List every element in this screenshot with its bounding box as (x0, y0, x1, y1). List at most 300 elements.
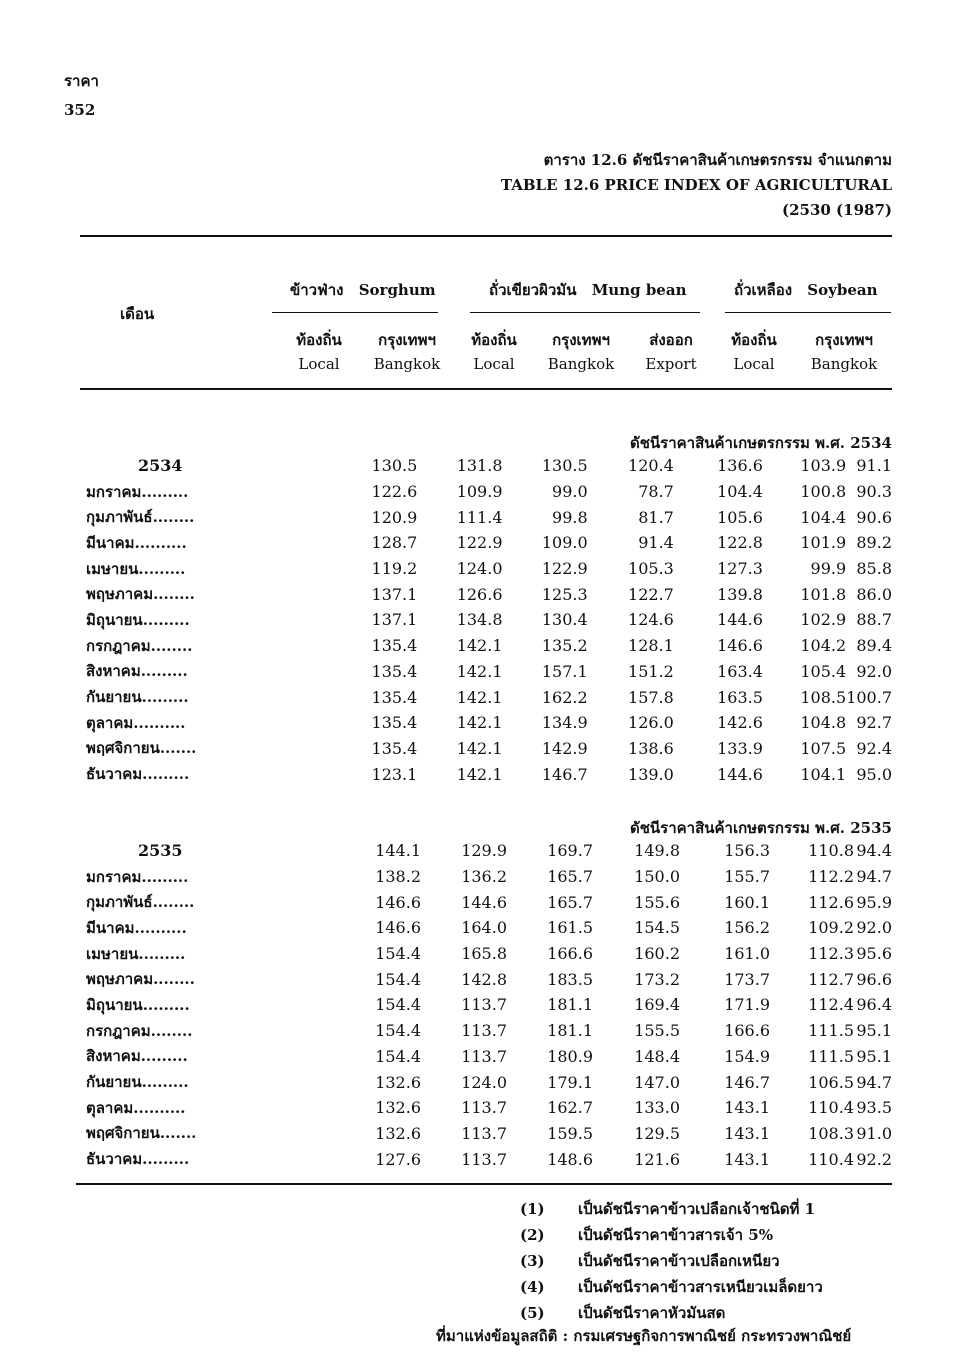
value-cell: 111.4 (456, 507, 503, 527)
footnote-text: เป็นดัชนีราคาข้าวสารเหนียวเมล็ดยาว (578, 1278, 823, 1296)
value-cell: 95.0 (856, 764, 892, 784)
col-thai: ท้องถิ่น (296, 331, 342, 349)
footnote-text: เป็นดัชนีราคาข้าวเปลือกเหนียว (578, 1252, 780, 1270)
data-table-2534 (80, 453, 892, 787)
month-label: กรกฎาคม........ (86, 1021, 193, 1040)
value-cell: 108.5 (800, 687, 847, 707)
value-cell: 151.2 (628, 661, 674, 681)
value-cell: 142.6 (717, 713, 763, 733)
value-cell: 105.6 (717, 507, 763, 527)
value-cell: 156.3 (724, 841, 770, 861)
value-cell: 113.7 (461, 995, 507, 1015)
footnote-item (520, 1300, 823, 1326)
value-cell: 99.0 (552, 482, 588, 502)
value-cell: 109.2 (808, 918, 854, 938)
table-row-year (80, 838, 892, 864)
value-cell: 120.9 (371, 507, 418, 527)
month-label: พฤษภาคม........ (86, 970, 195, 989)
value-cell: 121.6 (634, 1149, 680, 1169)
value-cell: 161.0 (724, 944, 770, 964)
value-cell: 142.1 (456, 764, 503, 784)
table-row (80, 710, 892, 736)
value-cell: 142.1 (456, 713, 503, 733)
value-cell: 78.7 (638, 482, 674, 502)
value-cell: 155.5 (634, 1021, 680, 1041)
value-cell: 128.1 (628, 636, 674, 656)
value-cell: 91.0 (856, 1123, 892, 1143)
value-cell: 110.4 (808, 1149, 854, 1169)
table-row (80, 1044, 892, 1070)
value-cell: 148.4 (634, 1046, 680, 1066)
value-cell: 142.1 (456, 738, 503, 758)
value-cell: 91.4 (638, 533, 674, 553)
value-cell: 120.4 (628, 456, 674, 476)
value-cell: 154.4 (375, 969, 421, 989)
value-cell: 112.6 (808, 892, 854, 912)
value-cell: 92.7 (856, 713, 892, 733)
value-cell: 181.1 (547, 995, 593, 1015)
value-cell: 124.0 (461, 1072, 507, 1092)
table-row (80, 684, 892, 710)
month-label: กรกฎาคม........ (86, 636, 193, 655)
value-cell: 143.1 (724, 1098, 770, 1118)
group-rule-sorghum (272, 312, 438, 313)
value-cell: 132.6 (375, 1098, 421, 1118)
value-cell: 129.5 (634, 1123, 680, 1143)
value-cell: 134.8 (456, 610, 503, 630)
col-header-mungbean-local (458, 328, 530, 376)
footnote-number: (5) (520, 1304, 545, 1322)
month-column-header: เดือน (120, 305, 155, 323)
value-cell: 105.4 (800, 661, 847, 681)
footnote-number: (2) (520, 1226, 545, 1244)
value-cell: 122.9 (456, 533, 503, 553)
value-cell: 112.2 (808, 867, 854, 887)
month-label: ธันวาคม......... (86, 1150, 190, 1169)
month-label: กันยายน......... (86, 1073, 189, 1092)
month-label: กุมภาพันธ์........ (86, 508, 195, 527)
value-cell: 92.2 (856, 1149, 892, 1169)
month-label: มกราคม......... (86, 867, 189, 886)
value-cell: 122.7 (628, 584, 674, 604)
value-cell: 179.1 (547, 1072, 593, 1092)
value-cell: 113.7 (461, 1021, 507, 1041)
col-thai: ส่งออก (649, 331, 693, 349)
value-cell: 126.6 (456, 584, 503, 604)
col-header-mungbean-export (634, 328, 708, 376)
section-label-2535: ดัชนีราคาสินค้าเกษตรกรรม พ.ศ. 2535 (629, 819, 892, 837)
value-cell: 165.7 (547, 867, 593, 887)
value-cell: 157.1 (541, 661, 588, 681)
value-cell: 89.2 (856, 533, 892, 553)
group-english: Mung bean (591, 281, 687, 299)
group-english: Sorghum (358, 281, 436, 299)
value-cell: 91.1 (856, 456, 892, 476)
value-cell: 137.1 (371, 584, 418, 604)
footnote-text: เป็นดัชนีราคาข้าวเปลือกเจ้าชนิดที่ 1 (578, 1200, 816, 1218)
value-cell: 90.3 (856, 482, 892, 502)
value-cell: 136.6 (717, 456, 763, 476)
table-body (80, 453, 892, 787)
value-cell: 131.8 (456, 456, 503, 476)
group-rule-soybean (725, 312, 891, 313)
col-thai: ท้องถิ่น (471, 331, 517, 349)
group-thai: ถั่วเขียวผิวมัน (489, 281, 577, 299)
value-cell: 94.7 (856, 867, 892, 887)
month-label: สิงหาคม......... (86, 662, 188, 681)
group-header-mungbean (489, 278, 686, 302)
page-number: 352 (64, 101, 96, 119)
value-cell: 119.2 (371, 559, 418, 579)
value-cell: 127.6 (375, 1149, 421, 1169)
group-header-soybean (734, 278, 878, 302)
table-row (80, 1069, 892, 1095)
table-title-thai: ตาราง 12.6 ดัชนีราคาสินค้าเกษตรกรรม จำแนกตาม (543, 151, 892, 169)
col-english: Bangkok (810, 355, 878, 373)
value-cell: 154.4 (375, 1021, 421, 1041)
value-cell: 154.5 (634, 918, 680, 938)
value-cell: 150.0 (634, 867, 680, 887)
value-cell: 112.4 (808, 995, 854, 1015)
month-label: กุมภาพันธ์........ (86, 893, 195, 912)
value-cell: 155.7 (724, 867, 770, 887)
value-cell: 156.2 (724, 918, 770, 938)
col-english: Bangkok (373, 355, 441, 373)
col-header-sorghum-bangkok (368, 328, 446, 376)
table-top-rule (80, 235, 892, 237)
value-cell: 163.4 (717, 661, 763, 681)
page-header-word: ราคา (64, 72, 99, 90)
value-cell: 89.4 (856, 636, 892, 656)
value-cell: 164.0 (461, 918, 507, 938)
table-row (80, 1146, 892, 1172)
value-cell: 99.9 (810, 559, 847, 579)
value-cell: 169.4 (634, 995, 680, 1015)
value-cell: 171.9 (724, 995, 770, 1015)
value-cell: 102.9 (800, 610, 847, 630)
value-cell: 113.7 (461, 1123, 507, 1143)
table-row (80, 659, 892, 685)
value-cell: 130.4 (541, 610, 588, 630)
value-cell: 90.6 (856, 507, 892, 527)
table-bottom-rule (76, 1183, 892, 1185)
col-thai: ท้องถิ่น (731, 331, 777, 349)
value-cell: 142.1 (456, 687, 503, 707)
value-cell: 139.8 (717, 584, 763, 604)
table-row (80, 1018, 892, 1044)
value-cell: 173.2 (634, 969, 680, 989)
value-cell: 135.2 (541, 636, 588, 656)
value-cell: 85.8 (856, 559, 892, 579)
table-row (80, 479, 892, 505)
value-cell: 142.1 (456, 661, 503, 681)
value-cell: 113.7 (461, 1046, 507, 1066)
value-cell: 160.2 (634, 944, 680, 964)
value-cell: 144.6 (717, 610, 763, 630)
month-label: มิถุนายน......... (86, 995, 190, 1014)
value-cell: 101.9 (800, 533, 847, 553)
value-cell: 81.7 (638, 507, 674, 527)
month-label: พฤศจิกายน....... (86, 1124, 197, 1143)
value-cell: 100.8 (800, 482, 847, 502)
col-header-soybean-local (718, 328, 790, 376)
table-row (80, 504, 892, 530)
table-row (80, 966, 892, 992)
footnote-item (520, 1196, 823, 1222)
value-cell: 99.8 (552, 507, 588, 527)
value-cell: 95.1 (856, 1021, 892, 1041)
value-cell: 154.9 (724, 1046, 770, 1066)
table-title-base: (2530 (1987) (781, 201, 892, 219)
group-thai: ถั่วเหลือง (734, 281, 793, 299)
value-cell: 104.4 (717, 482, 763, 502)
value-cell: 146.7 (724, 1072, 770, 1092)
col-english: Local (473, 355, 515, 373)
month-label: มิถุนายน......... (86, 610, 190, 629)
month-label: ตุลาคม.......... (86, 713, 186, 732)
value-cell: 166.6 (547, 944, 593, 964)
header-bottom-rule (80, 388, 892, 390)
value-cell: 122.8 (717, 533, 763, 553)
table-row (80, 607, 892, 633)
col-header-soybean-bangkok (802, 328, 886, 376)
month-label: สิงหาคม......... (86, 1047, 188, 1066)
value-cell: 105.3 (628, 559, 674, 579)
value-cell: 95.6 (856, 944, 892, 964)
value-cell: 166.6 (724, 1021, 770, 1041)
footnote-number: (4) (520, 1278, 545, 1296)
value-cell: 104.2 (800, 636, 847, 656)
col-english: Local (733, 355, 775, 373)
value-cell: 125.3 (541, 584, 588, 604)
footnote-item (520, 1222, 823, 1248)
value-cell: 101.8 (800, 584, 847, 604)
value-cell: 157.8 (628, 687, 674, 707)
month-label: มีนาคม.......... (86, 533, 187, 552)
value-cell: 161.5 (547, 918, 593, 938)
value-cell: 135.4 (371, 738, 418, 758)
table-title (501, 148, 892, 223)
value-cell: 124.6 (628, 610, 674, 630)
section-label-2534: ดัชนีราคาสินค้าเกษตรกรรม พ.ศ. 2534 (629, 434, 892, 452)
value-cell: 88.7 (856, 610, 892, 630)
group-english: Soybean (807, 281, 878, 299)
value-cell: 181.1 (547, 1021, 593, 1041)
value-cell: 112.3 (808, 944, 854, 964)
value-cell: 173.7 (724, 969, 770, 989)
col-header-mungbean-bangkok (542, 328, 620, 376)
value-cell: 86.0 (856, 584, 892, 604)
value-cell: 103.9 (800, 456, 847, 476)
value-cell: 146.6 (375, 918, 421, 938)
value-cell: 113.7 (461, 1149, 507, 1169)
value-cell: 127.3 (717, 559, 763, 579)
value-cell: 147.0 (634, 1072, 680, 1092)
table-row (80, 736, 892, 762)
value-cell: 146.6 (717, 636, 763, 656)
value-cell: 104.1 (800, 764, 847, 784)
group-thai: ข้าวฟ่าง (290, 281, 344, 299)
month-label: มกราคม......... (86, 482, 189, 501)
month-label: ตุลาคม.......... (86, 1098, 186, 1117)
value-cell: 92.4 (856, 738, 892, 758)
value-cell: 142.1 (456, 636, 503, 656)
table-row (80, 864, 892, 890)
table-row (80, 581, 892, 607)
value-cell: 104.8 (800, 713, 847, 733)
footnote-number: (3) (520, 1252, 545, 1270)
table-row (80, 992, 892, 1018)
table-body (80, 838, 892, 1172)
value-cell: 143.1 (724, 1149, 770, 1169)
footnote-item (520, 1248, 823, 1274)
value-cell: 154.4 (375, 995, 421, 1015)
value-cell: 165.8 (461, 944, 507, 964)
value-cell: 132.6 (375, 1072, 421, 1092)
value-cell: 155.6 (634, 892, 680, 912)
footnotes (520, 1196, 823, 1326)
table-row (80, 633, 892, 659)
table-row (80, 1095, 892, 1121)
value-cell: 96.4 (856, 995, 892, 1015)
value-cell: 124.0 (456, 559, 503, 579)
year-label: 2534 (138, 456, 183, 476)
col-english: Bangkok (547, 355, 615, 373)
value-cell: 130.5 (541, 456, 588, 476)
value-cell: 136.2 (461, 867, 507, 887)
value-cell: 146.6 (375, 892, 421, 912)
value-cell: 94.7 (856, 1072, 892, 1092)
value-cell: 162.2 (541, 687, 588, 707)
table-row (80, 556, 892, 582)
value-cell: 144.6 (461, 892, 507, 912)
value-cell: 162.7 (547, 1098, 593, 1118)
data-table-2535 (80, 838, 892, 1172)
value-cell: 132.6 (375, 1123, 421, 1143)
value-cell: 134.9 (541, 713, 588, 733)
value-cell: 106.5 (808, 1072, 854, 1092)
value-cell: 122.9 (541, 559, 588, 579)
table-row (80, 761, 892, 787)
value-cell: 139.0 (628, 764, 674, 784)
source-note: ที่มาแห่งข้อมูลสถิติ : กรมเศรษฐกิจการพาณิชย์ กระทรวงพาณิชย์ (436, 1327, 852, 1345)
value-cell: 163.5 (717, 687, 763, 707)
value-cell: 137.1 (371, 610, 418, 630)
value-cell: 183.5 (547, 969, 593, 989)
value-cell: 92.0 (856, 661, 892, 681)
group-header-sorghum (290, 278, 436, 302)
footnote-item (520, 1274, 823, 1300)
group-rule-mungbean (470, 312, 700, 313)
value-cell: 112.7 (808, 969, 854, 989)
month-label: เมษายน......... (86, 944, 186, 963)
table-row (80, 1121, 892, 1147)
month-label: มีนาคม.......... (86, 918, 187, 937)
value-cell: 122.6 (371, 482, 418, 502)
table-row (80, 915, 892, 941)
value-cell: 142.8 (461, 969, 507, 989)
value-cell: 96.6 (856, 969, 892, 989)
footnote-text: เป็นดัชนีราคาข้าวสารเจ้า 5% (578, 1226, 773, 1244)
value-cell: 113.7 (461, 1098, 507, 1118)
month-label: ธันวาคม......... (86, 765, 190, 784)
footnote-text: เป็นดัชนีราคาหัวมันสด (578, 1304, 726, 1322)
value-cell: 110.8 (808, 841, 854, 861)
col-english: Local (298, 355, 340, 373)
col-thai: กรุงเทพฯ (815, 331, 873, 349)
value-cell: 143.1 (724, 1123, 770, 1143)
value-cell: 146.7 (541, 764, 588, 784)
month-label: พฤษภาคม........ (86, 585, 195, 604)
value-cell: 135.4 (371, 713, 418, 733)
value-cell: 135.4 (371, 687, 418, 707)
value-cell: 160.1 (724, 892, 770, 912)
value-cell: 104.4 (800, 507, 847, 527)
value-cell: 95.9 (856, 892, 892, 912)
col-thai: กรุงเทพฯ (378, 331, 436, 349)
value-cell: 154.4 (375, 1046, 421, 1066)
footnote-number: (1) (520, 1200, 545, 1218)
value-cell: 107.5 (800, 738, 847, 758)
value-cell: 142.9 (541, 738, 588, 758)
value-cell: 148.6 (547, 1149, 593, 1169)
table-row (80, 889, 892, 915)
value-cell: 149.8 (634, 841, 680, 861)
value-cell: 144.6 (717, 764, 763, 784)
value-cell: 133.9 (717, 738, 763, 758)
table-row (80, 941, 892, 967)
value-cell: 138.6 (628, 738, 674, 758)
value-cell: 109.9 (456, 482, 503, 502)
value-cell: 130.5 (371, 456, 418, 476)
value-cell: 159.5 (547, 1123, 593, 1143)
value-cell: 138.2 (375, 867, 421, 887)
value-cell: 110.4 (808, 1098, 854, 1118)
col-english: Export (645, 355, 697, 373)
table-row (80, 530, 892, 556)
value-cell: 109.0 (541, 533, 588, 553)
value-cell: 100.7 (846, 687, 892, 707)
value-cell: 154.4 (375, 944, 421, 964)
month-label: เมษายน......... (86, 559, 186, 578)
value-cell: 144.1 (375, 841, 421, 861)
table-row-year (80, 453, 892, 479)
value-cell: 165.7 (547, 892, 593, 912)
year-label: 2535 (138, 841, 183, 861)
value-cell: 169.7 (547, 841, 593, 861)
month-label: พฤศจิกายน....... (86, 739, 197, 758)
value-cell: 94.4 (856, 841, 892, 861)
value-cell: 180.9 (547, 1046, 593, 1066)
col-thai: กรุงเทพฯ (552, 331, 610, 349)
value-cell: 95.1 (856, 1046, 892, 1066)
value-cell: 108.3 (808, 1123, 854, 1143)
value-cell: 93.5 (856, 1098, 892, 1118)
value-cell: 128.7 (371, 533, 418, 553)
table-title-english: TABLE 12.6 PRICE INDEX OF AGRICULTURAL (500, 176, 892, 194)
value-cell: 123.1 (371, 764, 418, 784)
value-cell: 92.0 (856, 918, 892, 938)
value-cell: 111.5 (808, 1021, 854, 1041)
value-cell: 135.4 (371, 661, 418, 681)
value-cell: 133.0 (634, 1098, 680, 1118)
value-cell: 129.9 (461, 841, 507, 861)
value-cell: 126.0 (628, 713, 674, 733)
month-label: กันยายน......... (86, 688, 189, 707)
value-cell: 135.4 (371, 636, 418, 656)
value-cell: 111.5 (808, 1046, 854, 1066)
col-header-sorghum-local (282, 328, 356, 376)
